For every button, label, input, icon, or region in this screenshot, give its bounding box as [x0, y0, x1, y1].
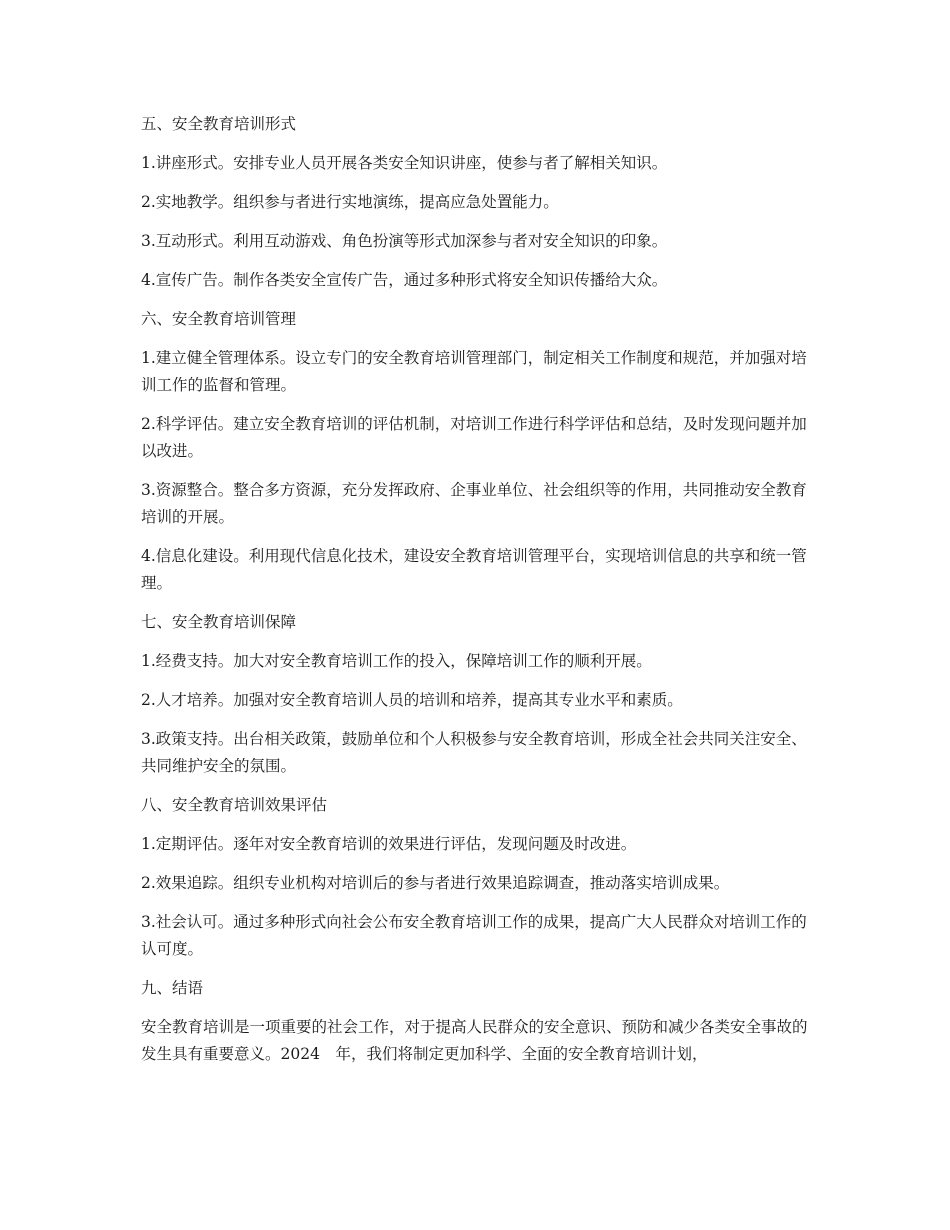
section-8-item-3: 3.社会认可。通过多种形式向社会公布安全教育培训工作的成果，提高广大人民群众对培训工作的认可度。 [141, 913, 807, 958]
section-heading-8: 八、安全教育培训效果评估 [141, 796, 328, 814]
section-8-item-2: 2.效果追踪。组织专业机构对培训后的参与者进行效果追踪调查，推动落实培训成果。 [141, 874, 730, 892]
section-6-item-1: 1.建立健全管理体系。设立专门的安全教育培训管理部门，制定相关工作制度和规范，并加强对培训工作的监督和管理。 [141, 349, 807, 394]
section-6-item-3: 3.资源整合。整合多方资源，充分发挥政府、企事业单位、社会组织等的作用，共同推动安全教育培训的开展。 [141, 481, 807, 526]
section-5-item-4: 4.宣传广告。制作各类安全宣传广告，通过多种形式将安全知识传播给大众。 [141, 271, 668, 289]
section-heading-9: 九、结语 [141, 979, 204, 997]
section-5-item-1: 1.讲座形式。安排专业人员开展各类安全知识讲座，使参与者了解相关知识。 [141, 154, 668, 172]
section-6-item-4: 4.信息化建设。利用现代信息化技术，建设安全教育培训管理平台，实现培训信息的共享和统一管理。 [141, 547, 807, 592]
section-heading-5: 五、安全教育培训形式 [141, 115, 297, 133]
section-7-item-2: 2.人才培养。加强对安全教育培训人员的培训和培养，提高其专业水平和素质。 [141, 691, 683, 709]
document-body [141, 111, 813, 1080]
section-5-item-2: 2.实地教学。组织参与者进行实地演练，提高应急处置能力。 [141, 193, 559, 211]
section-6-item-2: 2.科学评估。建立安全教育培训的评估机制，对培训工作进行科学评估和总结，及时发现问题并加以改进。 [141, 415, 807, 460]
section-7-item-3: 3.政策支持。出台相关政策，鼓励单位和个人积极参与安全教育培训，形成全社会共同关注安全、共同维护安全的氛围。 [141, 730, 807, 775]
conclusion-paragraph: 安全教育培训是一项重要的社会工作，对于提高人民群众的安全意识、预防和减少各类安全事故的发生具有重要意义。2024 年，我们将制定更加科学、全面的安全教育培训计划， [141, 1018, 808, 1063]
section-5-item-3: 3.互动形式。利用互动游戏、角色扮演等形式加深参与者对安全知识的印象。 [141, 232, 668, 250]
section-heading-7: 七、安全教育培训保障 [141, 613, 297, 631]
section-heading-6: 六、安全教育培训管理 [141, 310, 297, 328]
section-8-item-1: 1.定期评估。逐年对安全教育培训的效果进行评估，发现问题及时改进。 [141, 835, 637, 853]
section-7-item-1: 1.经费支持。加大对安全教育培训工作的投入，保障培训工作的顺利开展。 [141, 652, 652, 670]
